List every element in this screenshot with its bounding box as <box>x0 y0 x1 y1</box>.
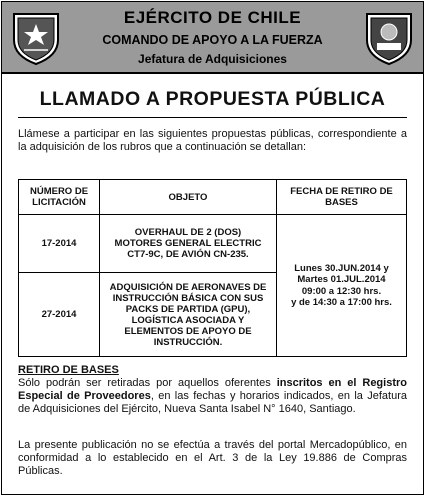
organization-title: EJÉRCITO DE CHILE <box>123 8 302 27</box>
header-objeto: OBJETO <box>100 180 277 215</box>
retiro-text-bold: inscritos en el Registro Especial de Proveedores <box>18 377 407 402</box>
fecha-line-3: 09:00 a 12:30 hrs. <box>301 285 382 297</box>
notice-page <box>1 1 424 495</box>
title-divider <box>18 117 407 118</box>
fecha-line-1: Lunes 30.JUN.2014 y <box>294 262 389 274</box>
table-header-row <box>19 180 407 215</box>
header-banner <box>2 2 423 74</box>
table-row <box>19 215 407 273</box>
row-objeto: OVERHAUL DE 2 (DOS) MOTORES GENERAL ELECTRIC CT7-9C, DE AVIÓN CN-235. <box>100 215 277 273</box>
retiro-text-before: Sólo podrán ser retiradas por aquellos oferentes <box>18 377 277 389</box>
retiro-text-after: , en las fechas y horarios indicados, en la Jefatura de Adquisiciones del Ejército, Nueva Santa Isabel N° 1640, Santiago. <box>18 390 407 415</box>
header-numero: NÚMERO DE LICITACIÓN <box>19 180 100 215</box>
row-fecha <box>277 215 407 357</box>
row-numero: 27-2014 <box>19 273 100 357</box>
intro-paragraph: Llámese a participar en las siguientes propuestas públicas, correspondiente a la adquisición de los rubros que a continuación se detallan: <box>18 128 407 153</box>
page-title: LLAMADO A PROPUESTA PÚBLICA <box>39 88 386 110</box>
retiro-heading: RETIRO DE BASES <box>18 364 119 376</box>
legal-note: La presente publicación no se efectúa a través del portal Mercadopúblico, en conformidad a lo establecido en el Art. 3 de la Ley 19.886 de Compras Públicas. <box>18 439 407 477</box>
department-name: Jefatura de Adquisiciones <box>138 52 287 66</box>
header-fecha: FECHA DE RETIRO DE BASES <box>277 180 407 215</box>
tenders-table <box>18 179 407 357</box>
command-shield-icon <box>363 10 415 66</box>
row-numero: 17-2014 <box>19 215 100 273</box>
row-objeto: ADQUISICIÓN DE AERONAVES DE INSTRUCCIÓN BÁSICA CON SUS PACKS DE PARTIDA (GPU), LOGÍSTICA ASOCIADA Y ELEMENTOS DE APOYO DE INSTRUCCIÓN. <box>100 273 277 357</box>
retiro-paragraph <box>18 377 407 416</box>
fecha-line-2: Martes 01.JUL.2014 <box>297 274 386 285</box>
fecha-line-4: y de 14:30 a 17:00 hrs. <box>291 297 392 308</box>
command-subtitle: COMANDO DE APOYO A LA FUERZA <box>102 33 323 47</box>
